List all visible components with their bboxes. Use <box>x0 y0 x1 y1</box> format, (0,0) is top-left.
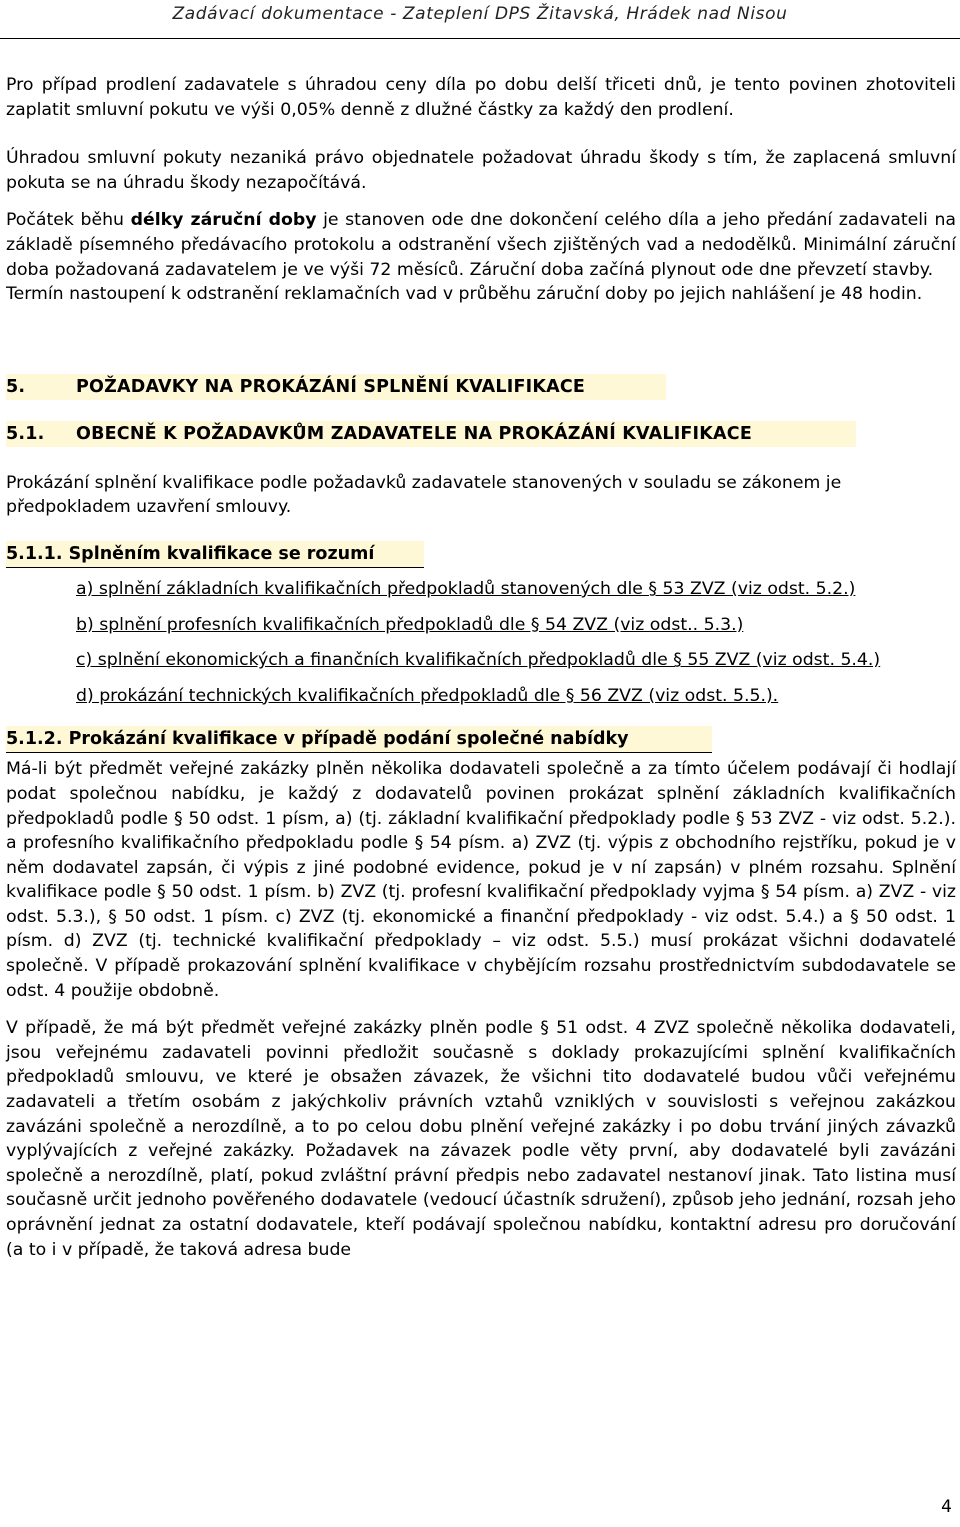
joint-bid-paragraph-1: Má-li být předmět veřejné zakázky plněn několika dodavateli společně a za tímto účelem podávají či hodlají podat společnou nabídku, je každý z dodavatelů povinen prokázat splnění základních kvalifikačních předpokladů podle § 50 odst. 1 písm, a) (tj. základní kvalifikační předpoklady podle § 53 ZVZ - viz odst. 5.2.). a profesního kvalifikačního předpokladu podle § 54 písm. a) ZVZ (tj. výpis z obchodního rejstříku, pokud je v něm dodavatel zapsán, či výpis z jiné podobné evidence, pokud je v ní zapsán) v plném rozsahu. Splnění kvalifikace podle § 50 odst. 1 písm. b) ZVZ (tj. profesní kvalifikační předpoklady vyjma § 54 písm. a) ZVZ - viz odst. 5.3.), § 50 odst. 1 písm. c) ZVZ (tj. ekonomické a finanční předpoklady - viz odst. 5.4.) a § 50 odst. 1 písm. d) ZVZ (tj. technické kvalifikační předpoklady – viz odst. 5.5.) musí prokázat všichni dodavatelé společně. V případě prokazování splnění kvalifikace v chybějícím rozsahu prostřednictvím subdodavatele se odst. 4 použije obdobně. <box>6 759 956 1001</box>
section-5-heading <box>6 374 666 400</box>
list-item: c) splnění ekonomických a finančních kvalifikačních předpokladů dle § 55 ZVZ (viz odst. 5.4.) <box>76 650 881 671</box>
running-header: Zadávací dokumentace - Zateplení DPS Žitavská, Hrádek nad Nisou <box>172 4 788 24</box>
section-5-title: POŽADAVKY NA PROKÁZÁNÍ SPLNĚNÍ KVALIFIKACE <box>76 376 586 397</box>
section-5-1-2-heading: 5.1.2. Prokázání kvalifikace v případě podání společné nabídky <box>6 726 712 753</box>
document-body <box>6 73 956 1262</box>
section-5-1-heading <box>6 421 856 447</box>
section-5-1-text: Prokázání splnění kvalifikace podle požadavků zadavatele stanovených v souladu se zákonem je předpokladem uzavření smlouvy. <box>6 472 842 518</box>
paragraph-late-payment: Pro případ prodlení zadavatele s úhradou ceny díla po dobu delší třiceti dnů, je tento povinen zhotoviteli zaplatit smluvní pokutu ve výši 0,05% denně z dlužné částky za každý den prodlení. <box>6 75 956 120</box>
page-number: 4 <box>941 1497 952 1517</box>
section-5-1-1-heading: 5.1.1. Splněním kvalifikace se rozumí <box>6 541 424 568</box>
paragraph-warranty <box>6 208 956 282</box>
list-item: d) prokázání technických kvalifikačních předpokladů dle § 56 ZVZ (viz odst. 5.5.). <box>76 685 779 706</box>
section-5-number: 5. <box>6 376 26 397</box>
section-5-1-number: 5.1. <box>6 423 45 444</box>
warranty-text-pre: Počátek běhu <box>6 210 131 231</box>
warranty-text-post: je stanoven ode dne dokončení celého díla a jeho předání zadavateli na základě písemného předávacího protokolu a odstranění všech zjištěných vad a nedodělků. Minimální záruční doba požadovaná zadavatelem je ve výši 72 měsíců. Záruční doba začíná plynout ode dne převzetí stavby. <box>6 210 956 280</box>
joint-bid-paragraph-2: V případě, že má být předmět veřejné zakázky plněn podle § 51 odst. 4 ZVZ společně několika dodavateli, jsou veřejnému zadavateli povinni předložit současně s doklady prokazujícími splnění kvalifikačních předpokladů smlouvu, ve které je obsažen závazek, že všichni tito dodavatelé budou vůči veřejnému zadavateli a třetím osobám z jakýchkoliv právních vztahů vzniklých v souvislosti s veřejnou zakázkou zavázáni společně a nerozdílně, a to po celou dobu plnění veřejné zakázky i po dobu trvání jiných závazků vyplývajících z veřejné zakázky. Požadavek na závazek podle věty první, aby dodavatelé byli zavázáni společně a nerozdílně, platí, pokud zvláštní právní předpis nebo zadavatel nestanoví jinak. Tato listina musí současně určit jednoho pověřeného dodavatele (vedoucí účastník sdružení), způsob jeho jednání, rozsah jeho oprávnění jednat za ostatní dodavatele, kteří podávají společnou nabídku, kontaktní adresu pro doručování (a to i v případě, že taková adresa bude <box>6 1018 956 1260</box>
list-item: a) splnění základních kvalifikačních předpokladů stanovených dle § 53 ZVZ (viz odst. 5.2.) <box>76 578 856 599</box>
header-divider <box>0 38 960 39</box>
section-5-1-title: OBECNĚ K POŽADAVKŮM ZADAVATELE NA PROKÁZÁNÍ KVALIFIKACE <box>76 423 752 444</box>
list-item: b) splnění profesních kvalifikačních předpokladů dle § 54 ZVZ (viz odst.. 5.3.) <box>76 614 744 635</box>
qualification-list <box>6 577 956 708</box>
paragraph-penalty: Úhradou smluvní pokuty nezaniká právo objednatele požadovat úhradu škody s tím, že zaplacená smluvní pokuta se na úhradu škody nezapočítává. <box>6 148 956 193</box>
warranty-bold-term: délky záruční doby <box>130 210 317 231</box>
paragraph-claims: Termín nastoupení k odstranění reklamačních vad v průběhu záruční doby po jejich nahlášení je 48 hodin. <box>6 284 923 305</box>
